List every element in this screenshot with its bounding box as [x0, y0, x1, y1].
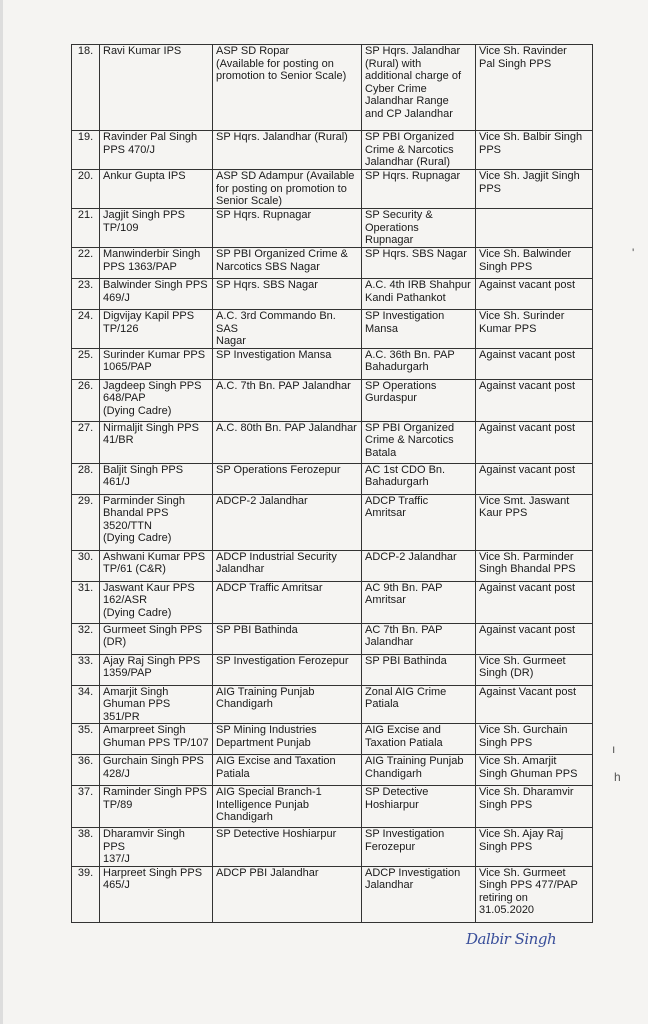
signature: Dalbir Singh — [466, 930, 557, 948]
serial-number: 24. — [72, 310, 100, 349]
table-row — [72, 685, 593, 724]
officer-name: Ankur Gupta IPS — [100, 170, 213, 209]
officer-name: Amarjit Singh Ghuman PPS 351/PR — [100, 685, 213, 724]
table-row — [72, 379, 593, 421]
table-row — [72, 828, 593, 867]
remarks: Vice Sh. Gurmeet Singh PPS 477/PAP retiring on 31.05.2020 — [476, 866, 593, 922]
remarks: Vice Sh. Ajay Raj Singh PPS — [476, 828, 593, 867]
officer-name: Digvijay Kapil PPS TP/126 — [100, 310, 213, 349]
officer-name: Baljit Singh PPS 461/J — [100, 463, 213, 494]
officer-name: Gurmeet Singh PPS (DR) — [100, 623, 213, 654]
officer-name: Jaswant Kaur PPS 162/ASR (Dying Cadre) — [100, 581, 213, 623]
to-posting: SP Investigation Ferozepur — [362, 828, 476, 867]
to-posting: SP PBI Organized Crime & Narcotics Jalandhar (Rural) — [362, 131, 476, 170]
officer-name: Harpreet Singh PPS 465/J — [100, 866, 213, 922]
from-posting: SP Investigation Mansa — [213, 348, 362, 379]
posting-table — [71, 44, 593, 923]
serial-number: 30. — [72, 550, 100, 581]
remarks: Against vacant post — [476, 463, 593, 494]
officer-name: Ravinder Pal Singh PPS 470/J — [100, 131, 213, 170]
to-posting: Zonal AIG Crime Patiala — [362, 685, 476, 724]
to-posting: AC 7th Bn. PAP Jalandhar — [362, 623, 476, 654]
table-row — [72, 494, 593, 550]
margin-mark: ı — [612, 742, 616, 756]
remarks: Vice Sh. Dharamvir Singh PPS — [476, 786, 593, 828]
from-posting: A.C. 7th Bn. PAP Jalandhar — [213, 379, 362, 421]
remarks: Vice Sh. Gurchain Singh PPS — [476, 724, 593, 755]
remarks: Vice Smt. Jaswant Kaur PPS — [476, 494, 593, 550]
to-posting: SP PBI Organized Crime & Narcotics Batala — [362, 421, 476, 463]
table-row — [72, 654, 593, 685]
officer-name: Ajay Raj Singh PPS 1359/PAP — [100, 654, 213, 685]
posting-table-body — [72, 45, 593, 923]
table-row — [72, 209, 593, 248]
officer-name: Manwinderbir Singh PPS 1363/PAP — [100, 248, 213, 279]
to-posting: AIG Excise and Taxation Patiala — [362, 724, 476, 755]
from-posting: SP Hqrs. Jalandhar (Rural) — [213, 131, 362, 170]
officer-name: Ravi Kumar IPS — [100, 45, 213, 131]
table-row — [72, 724, 593, 755]
from-posting: AIG Special Branch-1 Intelligence Punjab Chandigarh — [213, 786, 362, 828]
table-row — [72, 866, 593, 922]
table-row — [72, 131, 593, 170]
officer-name: Nirmaljit Singh PPS 41/BR — [100, 421, 213, 463]
page-edge — [0, 0, 3, 1024]
table-row — [72, 463, 593, 494]
officer-name: Raminder Singh PPS TP/89 — [100, 786, 213, 828]
to-posting: ADCP-2 Jalandhar — [362, 550, 476, 581]
table-row — [72, 623, 593, 654]
serial-number: 22. — [72, 248, 100, 279]
from-posting: SP Hqrs. SBS Nagar — [213, 279, 362, 310]
table-row — [72, 421, 593, 463]
from-posting: SP Detective Hoshiarpur — [213, 828, 362, 867]
to-posting: SP Hqrs. SBS Nagar — [362, 248, 476, 279]
remarks: Against vacant post — [476, 348, 593, 379]
from-posting: SP PBI Bathinda — [213, 623, 362, 654]
officer-name: Surinder Kumar PPS 1065/PAP — [100, 348, 213, 379]
table-row — [72, 755, 593, 786]
to-posting: A.C. 36th Bn. PAP Bahadurgarh — [362, 348, 476, 379]
remarks: Vice Sh. Ravinder Pal Singh PPS — [476, 45, 593, 131]
margin-mark: h — [614, 770, 621, 784]
serial-number: 35. — [72, 724, 100, 755]
from-posting: AIG Training Punjab Chandigarh — [213, 685, 362, 724]
remarks: Against vacant post — [476, 581, 593, 623]
serial-number: 25. — [72, 348, 100, 379]
to-posting: ADCP Traffic Amritsar — [362, 494, 476, 550]
remarks: Vice Sh. Balwinder Singh PPS — [476, 248, 593, 279]
officer-name: Dharamvir Singh PPS 137/J — [100, 828, 213, 867]
officer-name: Amarpreet Singh Ghuman PPS TP/107 — [100, 724, 213, 755]
remarks: Against Vacant post — [476, 685, 593, 724]
to-posting: A.C. 4th IRB Shahpur Kandi Pathankot — [362, 279, 476, 310]
from-posting: AIG Excise and Taxation Patiala — [213, 755, 362, 786]
serial-number: 21. — [72, 209, 100, 248]
serial-number: 26. — [72, 379, 100, 421]
table-row — [72, 170, 593, 209]
remarks: Vice Sh. Surinder Kumar PPS — [476, 310, 593, 349]
to-posting: AIG Training Punjab Chandigarh — [362, 755, 476, 786]
to-posting: SP Operations Gurdaspur — [362, 379, 476, 421]
table-row — [72, 550, 593, 581]
officer-name: Parminder Singh Bhandal PPS 3520/TTN (Dying Cadre) — [100, 494, 213, 550]
serial-number: 31. — [72, 581, 100, 623]
margin-mark: ' — [632, 246, 635, 260]
table-row — [72, 348, 593, 379]
table-row — [72, 248, 593, 279]
from-posting: A.C. 80th Bn. PAP Jalandhar — [213, 421, 362, 463]
to-posting: AC 1st CDO Bn. Bahadurgarh — [362, 463, 476, 494]
serial-number: 37. — [72, 786, 100, 828]
remarks: Against vacant post — [476, 379, 593, 421]
remarks: Vice Sh. Amarjit Singh Ghuman PPS — [476, 755, 593, 786]
from-posting: ASP SD Ropar (Available for posting on promotion to Senior Scale) — [213, 45, 362, 131]
table-row — [72, 279, 593, 310]
officer-name: Ashwani Kumar PPS TP/61 (C&R) — [100, 550, 213, 581]
from-posting: ADCP-2 Jalandhar — [213, 494, 362, 550]
table-row — [72, 310, 593, 349]
from-posting: ADCP Industrial Security Jalandhar — [213, 550, 362, 581]
from-posting: SP PBI Organized Crime & Narcotics SBS Nagar — [213, 248, 362, 279]
from-posting: SP Mining Industries Department Punjab — [213, 724, 362, 755]
from-posting: SP Hqrs. Rupnagar — [213, 209, 362, 248]
serial-number: 36. — [72, 755, 100, 786]
remarks: Vice Sh. Gurmeet Singh (DR) — [476, 654, 593, 685]
to-posting: SP Security & Operations Rupnagar — [362, 209, 476, 248]
serial-number: 39. — [72, 866, 100, 922]
to-posting: AC 9th Bn. PAP Amritsar — [362, 581, 476, 623]
serial-number: 23. — [72, 279, 100, 310]
from-posting: A.C. 3rd Commando Bn. SAS Nagar — [213, 310, 362, 349]
serial-number: 18. — [72, 45, 100, 131]
serial-number: 33. — [72, 654, 100, 685]
serial-number: 27. — [72, 421, 100, 463]
from-posting: ADCP Traffic Amritsar — [213, 581, 362, 623]
from-posting: SP Operations Ferozepur — [213, 463, 362, 494]
officer-name: Jagdeep Singh PPS 648/PAP (Dying Cadre) — [100, 379, 213, 421]
remarks — [476, 209, 593, 248]
officer-name: Balwinder Singh PPS 469/J — [100, 279, 213, 310]
to-posting: SP Investigation Mansa — [362, 310, 476, 349]
table-row — [72, 45, 593, 131]
officer-name: Gurchain Singh PPS 428/J — [100, 755, 213, 786]
remarks: Against vacant post — [476, 279, 593, 310]
serial-number: 29. — [72, 494, 100, 550]
to-posting: SP Hqrs. Jalandhar (Rural) with additional charge of Cyber Crime Jalandhar Range and CP Jalandhar — [362, 45, 476, 131]
from-posting: ASP SD Adampur (Available for posting on promotion to Senior Scale) — [213, 170, 362, 209]
to-posting: SP PBI Bathinda — [362, 654, 476, 685]
serial-number: 34. — [72, 685, 100, 724]
serial-number: 28. — [72, 463, 100, 494]
officer-name: Jagjit Singh PPS TP/109 — [100, 209, 213, 248]
serial-number: 19. — [72, 131, 100, 170]
table-row — [72, 581, 593, 623]
remarks: Vice Sh. Parminder Singh Bhandal PPS — [476, 550, 593, 581]
serial-number: 38. — [72, 828, 100, 867]
remarks: Vice Sh. Balbir Singh PPS — [476, 131, 593, 170]
remarks: Against vacant post — [476, 421, 593, 463]
serial-number: 32. — [72, 623, 100, 654]
from-posting: SP Investigation Ferozepur — [213, 654, 362, 685]
to-posting: ADCP Investigation Jalandhar — [362, 866, 476, 922]
to-posting: SP Detective Hoshiarpur — [362, 786, 476, 828]
remarks: Vice Sh. Jagjit Singh PPS — [476, 170, 593, 209]
serial-number: 20. — [72, 170, 100, 209]
table-row — [72, 786, 593, 828]
remarks: Against vacant post — [476, 623, 593, 654]
to-posting: SP Hqrs. Rupnagar — [362, 170, 476, 209]
from-posting: ADCP PBI Jalandhar — [213, 866, 362, 922]
